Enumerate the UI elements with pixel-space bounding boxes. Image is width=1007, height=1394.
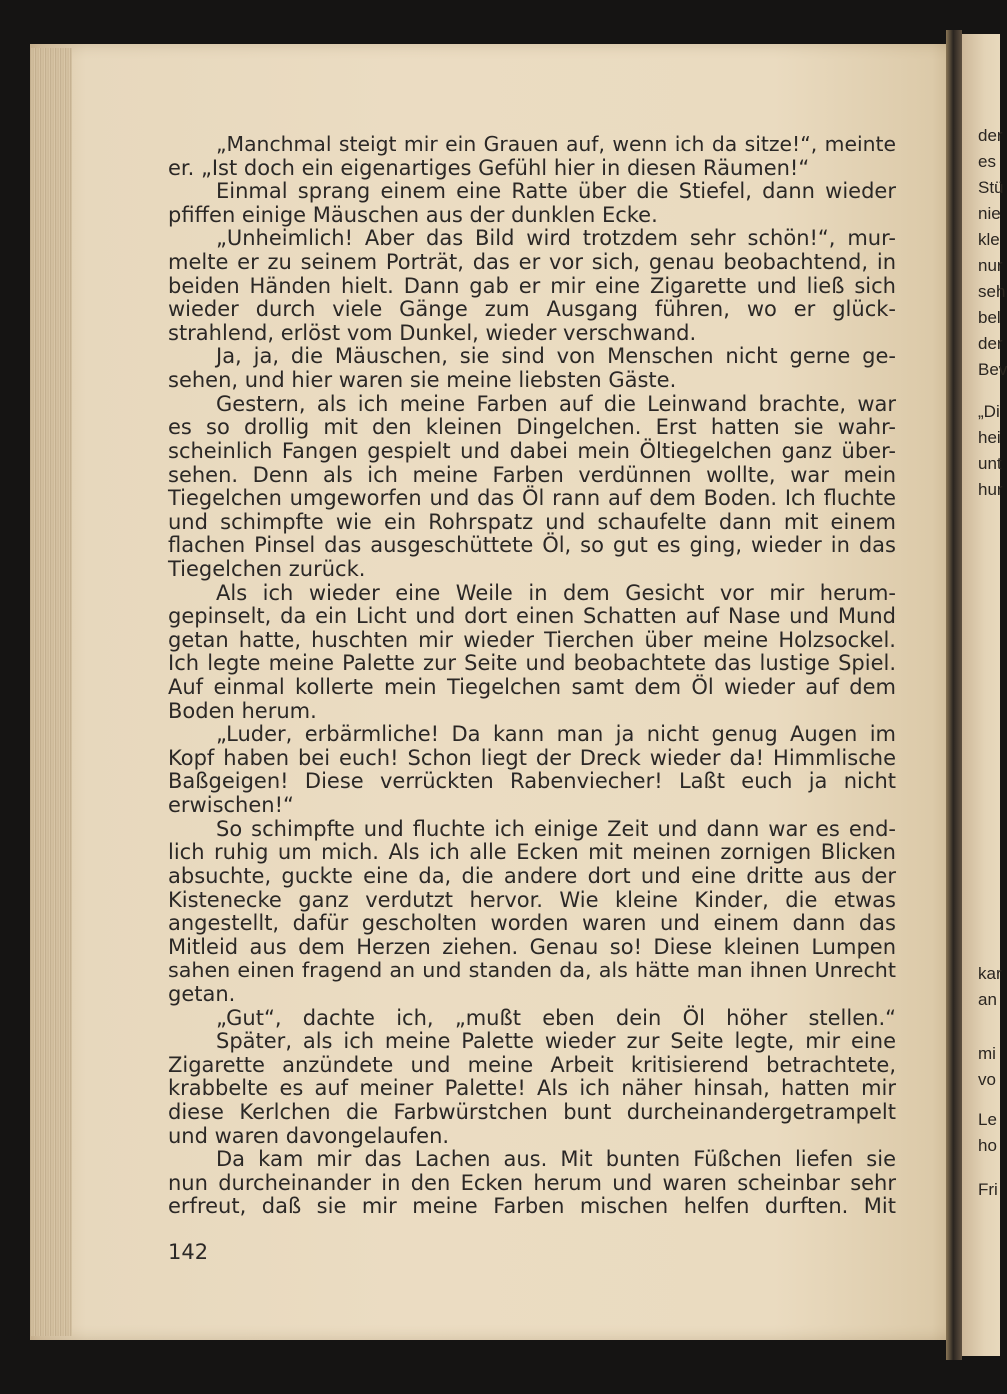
facing-page-text: kle (978, 230, 1000, 249)
text-line: gepinselt, da ein Licht und dort einen Schatten auf Nase und Mund (168, 604, 896, 629)
text-line: Später, als ich meine Palette wieder zur Seite legte, mir eine (216, 1029, 896, 1054)
text-line: sahen einen fragend an und standen da, als hätte man ihnen Unrecht (168, 958, 896, 983)
facing-page-text: nur (978, 256, 1003, 275)
facing-page-text: Stü (978, 178, 1004, 197)
text-line: angestellt, dafür gescholten worden waren und einem dann das (168, 911, 896, 936)
text-line: und schimpfte wie ein Rohrspatz und schaufelte dann mit einem (168, 509, 896, 534)
text-line: pfiffen einige Mäuschen aus der dunklen Ecke. (168, 202, 658, 227)
facing-page-text: „Di (978, 402, 1000, 421)
facing-page-text: der (978, 334, 1003, 353)
facing-page-text: ho (978, 1136, 997, 1155)
facing-page-text: Le (978, 1110, 997, 1129)
text-line: Baßgeigen! Diese verrückten Rabenviecher! Laßt euch ja nicht (168, 769, 896, 794)
text-line: „Unheimlich! Aber das Bild wird trotzdem sehr schön!“, mur- (216, 226, 896, 251)
text-line: nun durcheinander in den Ecken herum und waren scheinbar sehr (168, 1170, 896, 1195)
text-line: sehen, und hier waren sie meine liebsten Gäste. (168, 368, 677, 393)
text-line: absuchte, guckte eine da, die andere dort und eine dritte aus der (168, 863, 896, 888)
text-line: Auf einmal kollerte mein Tiegelchen samt dem Öl wieder auf dem (168, 675, 896, 700)
text-line: erwischen!“ (168, 793, 294, 818)
facing-page-text: hei (978, 428, 1001, 447)
page-edges (30, 48, 72, 1336)
text-line: lich ruhig um mich. Als ich alle Ecken mit meinen zornigen Blicken (168, 840, 896, 865)
text-line: erfreut, daß sie mir meine Farben mischen helfen durften. Mit (168, 1194, 896, 1219)
book-spine (946, 30, 962, 1360)
facing-page-text: Fri (978, 1180, 998, 1199)
text-line: Gestern, als ich meine Farben auf die Leinwand brachte, war (216, 391, 896, 416)
facing-page-text: vo (978, 1070, 996, 1089)
text-line: krabbelte es auf meiner Palette! Als ich näher hinsah, hatten mir (168, 1076, 896, 1101)
text-line: Mitleid aus dem Herzen ziehen. Genau so! Diese kleinen Lumpen (168, 934, 896, 959)
facing-page-fragment (962, 34, 1007, 1356)
text-line: getan hatte, huschten mir wieder Tierchen über meine Holzsockel. (168, 627, 896, 652)
text-line: strahlend, erlöst vom Dunkel, wieder verschwand. (168, 320, 697, 345)
text-line: und waren davongelaufen. (168, 1123, 450, 1148)
text-line: diese Kerlchen die Farbwürstchen bunt durcheinandergetrampelt (168, 1099, 896, 1124)
text-line: Als ich wieder eine Weile in dem Gesicht vor mir herum- (216, 580, 896, 605)
facing-page-text: seh (978, 282, 1006, 301)
text-line: „Luder, erbärmliche! Da kann man ja nicht genug Augen im (216, 722, 896, 747)
text-line: flachen Pinsel das ausgeschüttete Öl, so gut es ging, wieder in das (168, 533, 896, 558)
facing-page-text: hur (978, 480, 1003, 499)
facing-page-text: Bev (978, 360, 1007, 379)
text-line: getan. (168, 981, 236, 1006)
facing-page-text: kar (978, 964, 1002, 983)
text-line: Boden herum. (168, 698, 317, 723)
facing-page-text: es (978, 152, 996, 171)
text-line: Kopf haben bei euch! Schon liegt der Dreck wieder da! Himmlische (168, 745, 896, 770)
text-line: Tiegelchen zurück. (168, 556, 366, 581)
text-line: Da kam mir das Lachen aus. Mit bunten Füßchen liefen sie (216, 1147, 896, 1172)
text-line: Einmal sprang einem eine Ratte über die Stiefel, dann wieder (216, 179, 896, 204)
text-line: beiden Händen hielt. Dann gab er mir eine Zigarette und ließ sich (168, 273, 896, 298)
text-line: Zigarette anzündete und meine Arbeit kritisierend betrachtete, (168, 1052, 896, 1077)
text-line: er. „Ist doch ein eigenartiges Gefühl hier in diesen Räumen!“ (168, 155, 810, 180)
body-text (168, 133, 896, 1219)
text-line: Tiegelchen umgeworfen und das Öl rann auf dem Boden. Ich fluchte (168, 486, 896, 511)
text-line: Ja, ja, die Mäuschen, sie sind von Menschen nicht gerne ge- (216, 344, 896, 369)
facing-page-text: bel (978, 308, 1001, 327)
text-line: scheinlich Fangen gespielt und dabei mein Öltiegelchen ganz über- (168, 438, 896, 463)
facing-page-text: an (978, 990, 997, 1009)
text-line: melte er zu seinem Porträt, das er vor sich, genau beobachtend, in (168, 250, 896, 275)
text-line: Ich legte meine Palette zur Seite und beobachtete das lustige Spiel. (168, 651, 896, 676)
text-line: „Gut“, dachte ich, „mußt eben dein Öl höher stellen.“ (216, 1005, 896, 1030)
text-line: Kistenecke ganz verdutzt hervor. Wie kleine Kinder, die etwas (168, 887, 896, 912)
facing-page-text: nie (978, 204, 1001, 223)
text-line: es so drollig mit den kleinen Dingelchen. Erst hatten sie wahr- (168, 415, 896, 440)
facing-page-text: unt (978, 454, 1002, 473)
text-line: „Manchmal steigt mir ein Grauen auf, wenn ich da sitze!“, meinte (216, 132, 896, 156)
facing-page-text: mi (978, 1044, 996, 1063)
facing-page-text: der (978, 126, 1003, 145)
text-line: So schimpfte und fluchte ich einige Zeit und dann war es end- (216, 816, 896, 841)
text-line: wieder durch viele Gänge zum Ausgang führen, wo er glück- (168, 297, 896, 322)
text-line: sehen. Denn als ich meine Farben verdünnen wollte, war mein (168, 462, 896, 487)
page-number: 142 (168, 1240, 209, 1264)
